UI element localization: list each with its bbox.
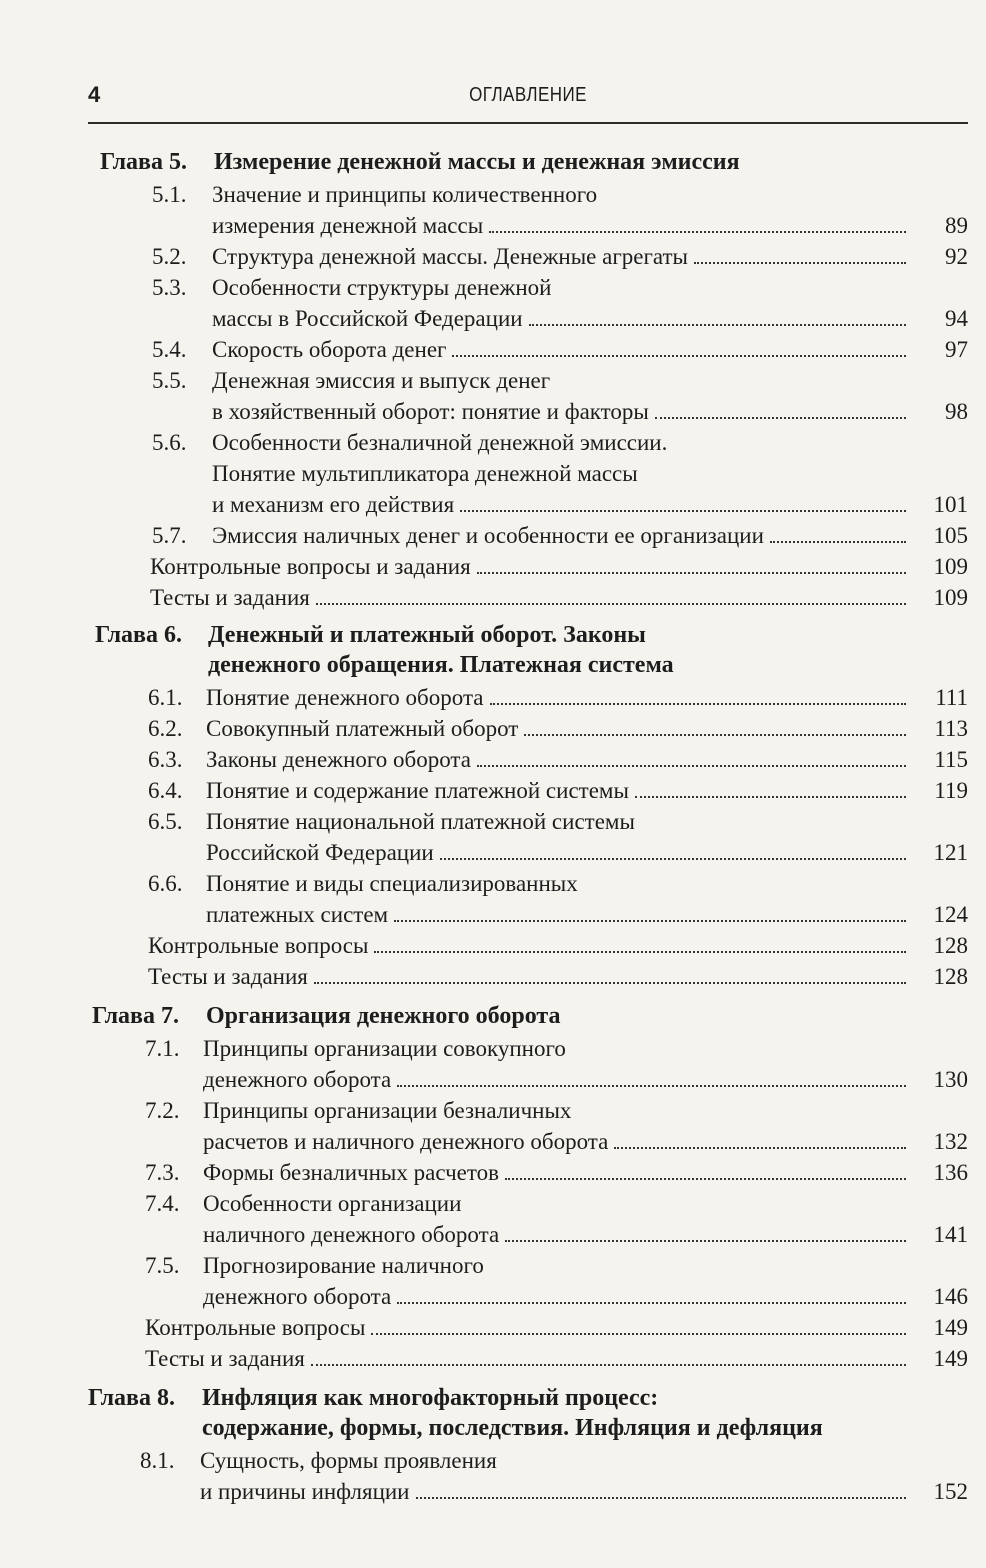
page-number-ref: 119 (934, 778, 968, 803)
page-number-ref: 146 (933, 1284, 968, 1309)
section-number: 5.1. (152, 182, 187, 207)
toc-entry[interactable] (206, 899, 912, 930)
section-number: 7.5. (145, 1253, 180, 1278)
dot-leader (374, 931, 906, 953)
section-title-line: Тесты и задания (145, 1346, 305, 1371)
dot-leader (440, 838, 906, 860)
dot-leader (311, 1344, 906, 1366)
toc-entry[interactable] (212, 241, 912, 272)
dot-leader (635, 776, 906, 798)
toc-entry[interactable] (212, 520, 912, 551)
dot-leader (397, 1282, 906, 1304)
section-title-line: денежного оборота (203, 1067, 392, 1092)
toc-entry[interactable] (203, 1126, 912, 1157)
dot-leader (655, 397, 906, 419)
page-number-ref: 132 (933, 1129, 968, 1154)
toc-entry[interactable] (212, 396, 912, 427)
toc-entry[interactable] (148, 961, 912, 992)
section-number: 7.1. (145, 1036, 180, 1061)
dot-leader (529, 304, 906, 326)
toc-entry[interactable] (206, 775, 912, 806)
section-title-line: Российской Федерации (206, 840, 434, 865)
dot-leader (489, 211, 906, 233)
section-title-line: Понятие национальной платежной системы (206, 809, 635, 834)
dot-leader (460, 490, 906, 512)
page-number-ref: 109 (933, 554, 968, 579)
section-number: 6.5. (148, 809, 183, 834)
page-number-ref: 124 (933, 902, 968, 927)
section-title-line: Денежная эмиссия и выпуск денег (212, 368, 551, 393)
chapter-label: Глава 6. (95, 622, 182, 648)
section-title-line: Понятие мультипликатора денежной массы (212, 461, 638, 486)
section-title-line: Значение и принципы количественного (212, 182, 598, 207)
page-number-ref: 121 (933, 840, 968, 865)
dot-leader (394, 900, 906, 922)
section-number: 7.4. (145, 1191, 180, 1216)
section-number: 7.3. (145, 1160, 180, 1185)
dot-leader (477, 745, 906, 767)
section-title-line: измерения денежной массы (212, 213, 484, 238)
section-title-line: Скорость оборота денег (212, 337, 447, 362)
page-number: 4 (88, 82, 101, 107)
section-title-line: Контрольные вопросы и задания (150, 554, 471, 579)
chapter-title: денежного обращения. Платежная система (208, 652, 674, 678)
chapter-title: Инфляция как многофакторный процесс: (202, 1385, 659, 1411)
page-number-ref: 128 (933, 964, 968, 989)
section-title-line: Понятие и виды специализированных (206, 871, 578, 896)
dot-leader (314, 962, 906, 984)
section-title-line: Контрольные вопросы (145, 1315, 366, 1340)
section-title-line: и механизм его действия (212, 492, 455, 517)
section-number: 5.2. (152, 244, 187, 269)
page-number-ref: 94 (945, 306, 968, 331)
page-number-ref: 92 (945, 244, 968, 269)
section-title-line: Контрольные вопросы (148, 933, 369, 958)
section-title-line: Особенности структуры денежной (212, 275, 552, 300)
section-title-line: Тесты и задания (150, 585, 310, 610)
page-number-ref: 152 (933, 1479, 968, 1504)
chapter-label: Глава 8. (88, 1385, 175, 1411)
running-title: ОГЛАВЛЕНИЕ (469, 84, 587, 106)
section-title-line: Тесты и задания (148, 964, 308, 989)
page-number-ref: 89 (945, 213, 968, 238)
section-title-line: массы в Российской Федерации (212, 306, 523, 331)
dot-leader (316, 583, 906, 605)
toc-entry[interactable] (206, 744, 912, 775)
section-title-line: Формы безналичных расчетов (203, 1160, 499, 1185)
page-number-ref: 149 (933, 1315, 968, 1340)
page-number-ref: 97 (945, 337, 968, 362)
dot-leader (452, 335, 906, 357)
section-number: 5.4. (152, 337, 187, 362)
dot-leader (694, 242, 906, 264)
page-number-ref: 149 (933, 1346, 968, 1371)
section-title-line: Особенности безналичной денежной эмиссии. (212, 430, 668, 455)
page-number-ref: 141 (933, 1222, 968, 1247)
dot-leader (505, 1158, 906, 1180)
section-title-line: в хозяйственный оборот: понятие и факторы (212, 399, 649, 424)
section-number: 7.2. (145, 1098, 180, 1123)
page-number-ref: 128 (933, 933, 968, 958)
chapter-title: содержание, формы, последствия. Инфляция и дефляция (202, 1415, 823, 1441)
page-number-ref: 136 (933, 1160, 968, 1185)
section-title-line: Эмиссия наличных денег и особенности ее организации (212, 523, 764, 548)
chapter-title: Измерение денежной массы и денежная эмиссия (214, 149, 740, 175)
toc-entry[interactable] (212, 303, 912, 334)
dot-leader (524, 714, 906, 736)
page-number-ref: 109 (933, 585, 968, 610)
chapter-label: Глава 7. (92, 1003, 179, 1029)
page-header (88, 80, 968, 124)
section-title-line: Особенности организации (203, 1191, 462, 1216)
section-number: 6.2. (148, 716, 183, 741)
section-number: 5.7. (152, 523, 187, 548)
section-number: 6.6. (148, 871, 183, 896)
toc-entry[interactable] (203, 1157, 912, 1188)
section-title-line: Структура денежной массы. Денежные агрегаты (212, 244, 689, 269)
section-title-line: Сущность, формы проявления (200, 1448, 497, 1473)
toc-entry[interactable] (145, 1312, 912, 1343)
section-title-line: Законы денежного оборота (206, 747, 471, 772)
section-number: 5.6. (152, 430, 187, 455)
toc-entry[interactable] (212, 489, 912, 520)
dot-leader (371, 1313, 906, 1335)
toc-entry[interactable] (206, 682, 912, 713)
dot-leader (614, 1127, 906, 1149)
toc-entry[interactable] (150, 582, 912, 613)
section-number: 6.1. (148, 685, 183, 710)
page-number-ref: 111 (935, 685, 968, 710)
toc-entry[interactable] (203, 1064, 912, 1095)
chapter-label: Глава 5. (100, 149, 187, 175)
section-number: 8.1. (140, 1448, 175, 1473)
toc-entry[interactable] (148, 930, 912, 961)
toc-entry[interactable] (206, 713, 912, 744)
section-title-line: расчетов и наличного денежного оборота (203, 1129, 609, 1154)
dot-leader (505, 1220, 906, 1242)
section-number: 6.3. (148, 747, 183, 772)
section-title-line: Принципы организации совокупного (203, 1036, 566, 1061)
toc-entry[interactable] (206, 837, 912, 868)
page-number-ref: 101 (933, 492, 968, 517)
dot-leader (397, 1065, 906, 1087)
section-title-line: денежного оборота (203, 1284, 392, 1309)
page-number-ref: 98 (945, 399, 968, 424)
toc-entry[interactable] (145, 1343, 912, 1374)
page-number-ref: 130 (933, 1067, 968, 1092)
toc-entry[interactable] (203, 1281, 912, 1312)
dot-leader (477, 552, 906, 574)
page-number-ref: 115 (934, 747, 968, 772)
section-number: 5.5. (152, 368, 187, 393)
dot-leader (770, 521, 906, 543)
toc-entry[interactable] (212, 334, 912, 365)
section-title-line: и причины инфляции (200, 1479, 410, 1504)
section-title-line: платежных систем (206, 902, 389, 927)
page-number-ref: 113 (934, 716, 968, 741)
toc-entry[interactable] (200, 1476, 912, 1507)
section-title-line: Прогнозирование наличного (203, 1253, 484, 1278)
page-number-ref: 105 (933, 523, 968, 548)
section-title-line: Принципы организации безналичных (203, 1098, 572, 1123)
chapter-title: Организация денежного оборота (206, 1003, 561, 1029)
section-title-line: Совокупный платежный оборот (206, 716, 519, 741)
toc-entry[interactable] (203, 1219, 912, 1250)
toc-entry[interactable] (212, 210, 912, 241)
dot-leader (416, 1477, 907, 1499)
dot-leader (490, 683, 907, 705)
section-number: 6.4. (148, 778, 183, 803)
section-title-line: Понятие денежного оборота (206, 685, 484, 710)
section-number: 5.3. (152, 275, 187, 300)
section-title-line: Понятие и содержание платежной системы (206, 778, 629, 803)
section-title-line: наличного денежного оборота (203, 1222, 500, 1247)
chapter-title: Денежный и платежный оборот. Законы (208, 622, 646, 648)
toc-entry[interactable] (150, 551, 912, 582)
